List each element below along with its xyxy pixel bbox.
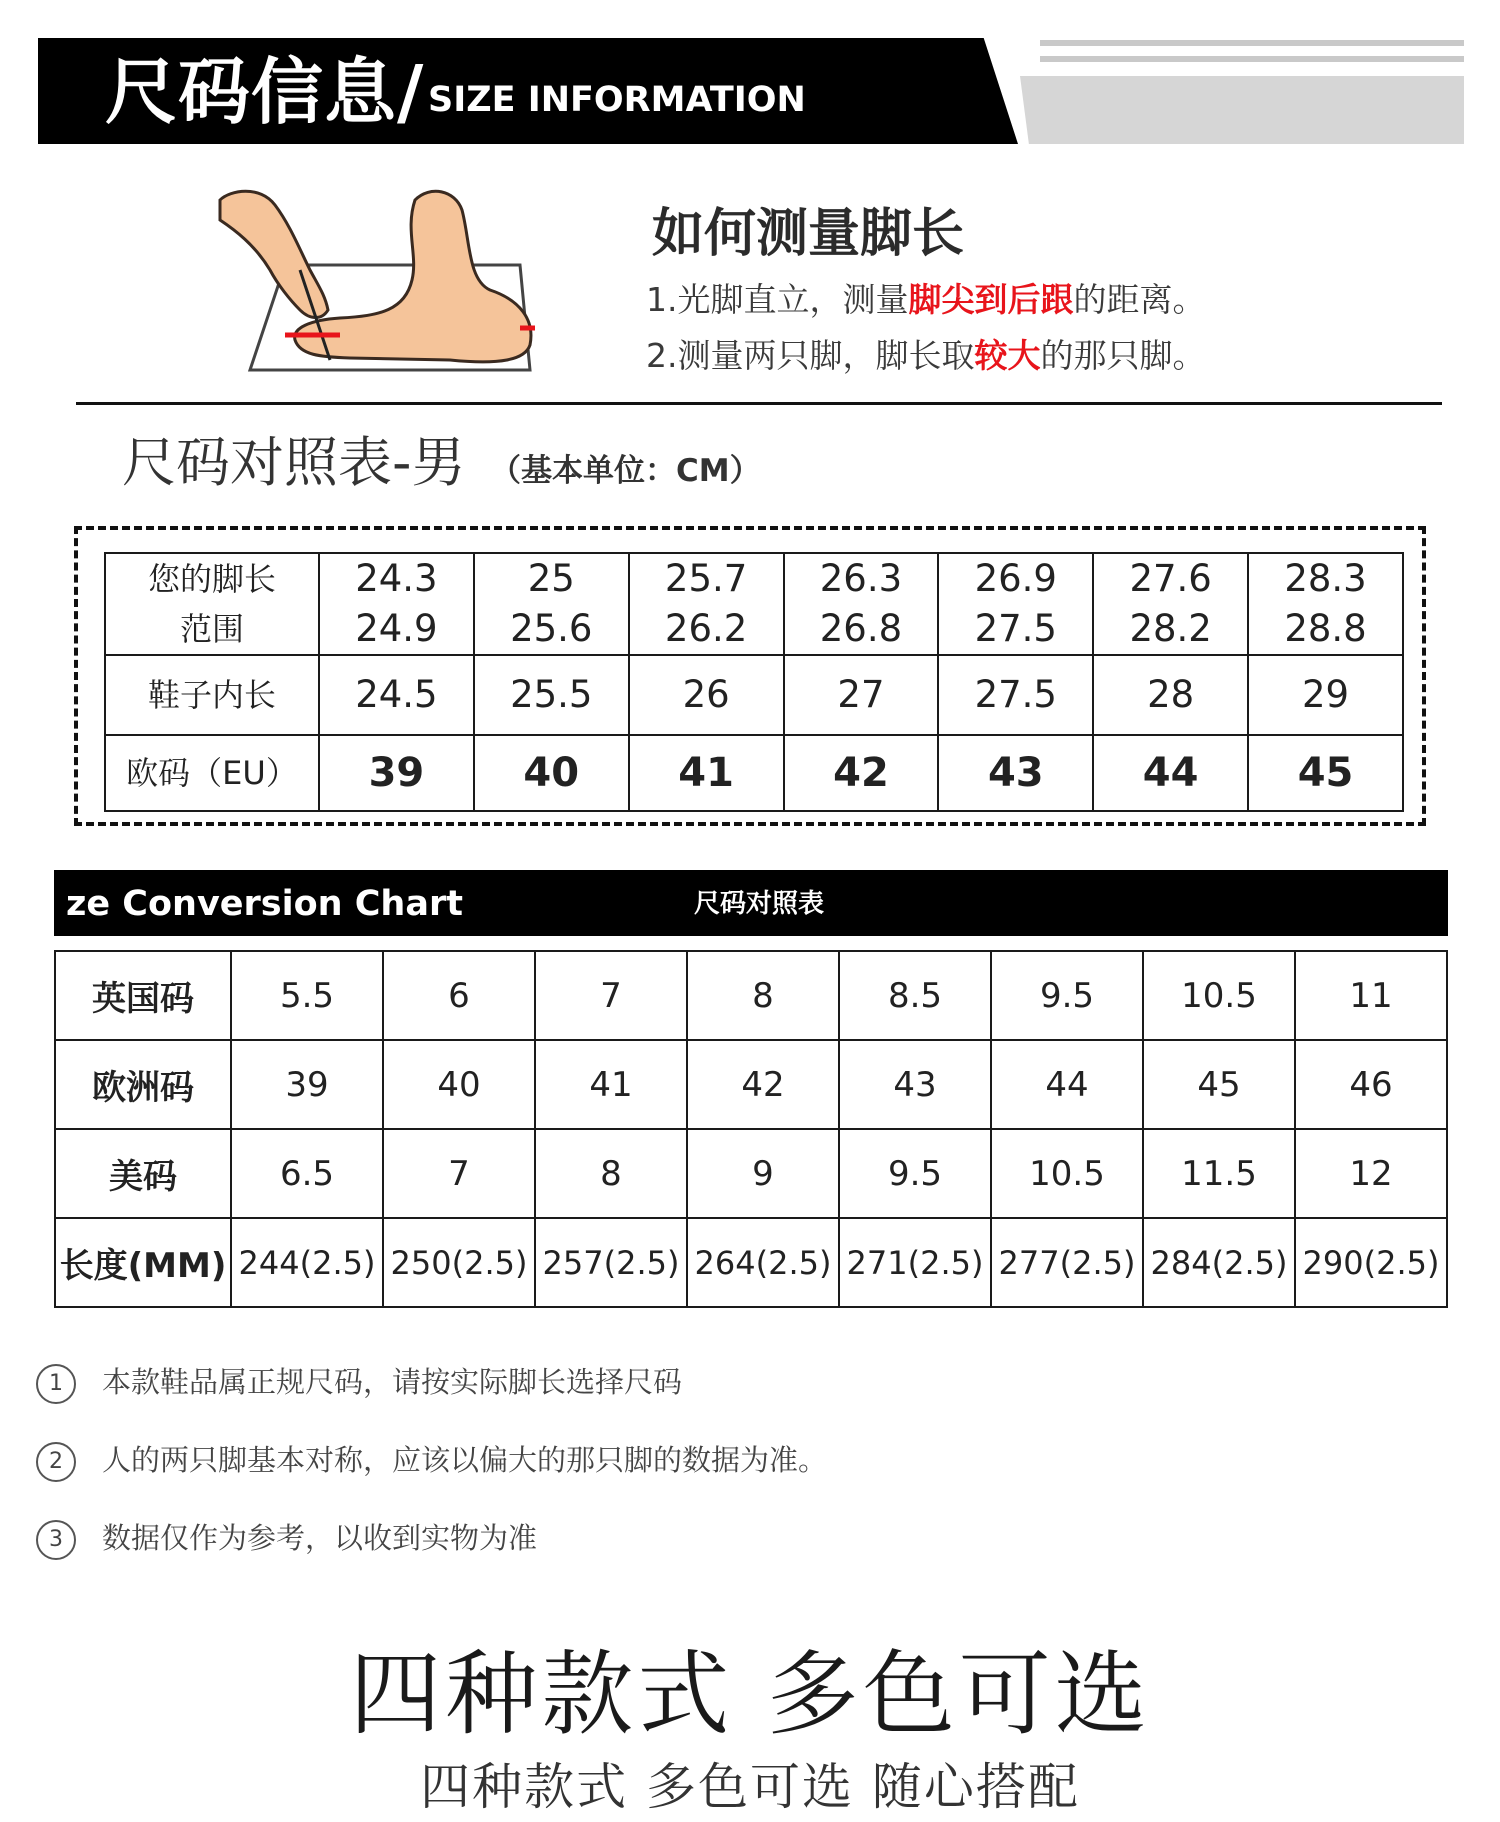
- table-cell: 290(2.5): [1295, 1218, 1447, 1307]
- row-header-eu: 欧码（EU）: [105, 735, 319, 811]
- range-to: 26.2: [664, 607, 748, 650]
- table-cell: 8.5: [839, 951, 991, 1040]
- table-cell: 264(2.5): [687, 1218, 839, 1307]
- foot-measure-illustration: [200, 160, 560, 400]
- eu-size-cell: 40: [474, 735, 629, 811]
- range-from: 25.7: [664, 557, 748, 600]
- range-from: 26.9: [974, 557, 1057, 600]
- header-title-en: SIZE INFORMATION: [428, 80, 806, 120]
- table-row: [55, 951, 1447, 1040]
- table-cell: 11.5: [1143, 1129, 1295, 1218]
- foot-range-cell: [474, 553, 629, 655]
- eu-size-cell: 39: [319, 735, 474, 811]
- header-stripe: [1040, 56, 1464, 62]
- step2-text-end: 的那只脚。: [1040, 336, 1206, 375]
- row-header-foot-range: [105, 553, 319, 655]
- eu-size-cell: 45: [1248, 735, 1403, 811]
- men-size-table: [104, 552, 1404, 812]
- table-row: [105, 553, 1403, 655]
- table-row: [55, 1218, 1447, 1307]
- table-cell: 250(2.5): [383, 1218, 535, 1307]
- eu-size-cell: 41: [629, 735, 784, 811]
- note-text: 人的两只脚基本对称，应该以偏大的那只脚的数据为准。: [102, 1443, 828, 1477]
- table-cell: 40: [383, 1040, 535, 1129]
- table-cell: 12: [1295, 1129, 1447, 1218]
- note-number: 1: [36, 1364, 76, 1404]
- range-to: 28.2: [1129, 607, 1212, 650]
- table-row: [55, 1129, 1447, 1218]
- note-text: 数据仅作为参考，以收到实物为准: [102, 1521, 538, 1555]
- row-header-uk: 英国码: [55, 951, 231, 1040]
- foot-range-cell: [938, 553, 1093, 655]
- range-to: 27.5: [974, 607, 1057, 650]
- step1-text-end: 的距离。: [1073, 280, 1206, 319]
- range-from: 27.6: [1129, 557, 1212, 600]
- row-header-line: 范围: [179, 610, 244, 648]
- step2-highlight: 较大: [974, 336, 1041, 375]
- table-cell: 9.5: [991, 951, 1143, 1040]
- foot-range-cell: [629, 553, 784, 655]
- measure-title: 如何测量脚长: [652, 204, 965, 264]
- table-row: [105, 735, 1403, 811]
- table-cell: 271(2.5): [839, 1218, 991, 1307]
- measure-step-1: [646, 278, 1206, 322]
- table-cell: 46: [1295, 1040, 1447, 1129]
- inner-length-cell: 27: [784, 655, 939, 735]
- table-cell: 5.5: [231, 951, 383, 1040]
- foot-range-cell: [319, 553, 474, 655]
- row-header-us: 美码: [55, 1129, 231, 1218]
- men-table-unit: （基本单位：CM）: [490, 453, 761, 489]
- note-item: [36, 1440, 827, 1482]
- header-title-cn: 尺码信息/: [105, 50, 425, 134]
- eu-size-cell: 43: [938, 735, 1093, 811]
- table-cell: 10.5: [1143, 951, 1295, 1040]
- step1-text: 1.光脚直立，测量: [646, 280, 909, 319]
- header-gray-block: [1020, 76, 1464, 144]
- table-cell: 45: [1143, 1040, 1295, 1129]
- row-header-inner-length: 鞋子内长: [105, 655, 319, 735]
- note-number: 3: [36, 1520, 76, 1560]
- conversion-table: [54, 950, 1448, 1308]
- range-to: 28.8: [1284, 607, 1367, 650]
- bottom-headline: 四种款式 多色可选: [349, 1641, 1151, 1748]
- header-stripe: [1040, 40, 1464, 46]
- inner-length-cell: 29: [1248, 655, 1403, 735]
- conversion-title-cn: 尺码对照表: [694, 889, 825, 919]
- table-row: [105, 655, 1403, 735]
- range-to: 25.6: [510, 607, 593, 650]
- inner-length-cell: 24.5: [319, 655, 474, 735]
- range-from: 25: [527, 557, 575, 600]
- step1-highlight: 脚尖到后跟: [908, 280, 1074, 319]
- measure-step-2: [646, 334, 1206, 378]
- table-row: [55, 1040, 1447, 1129]
- table-cell: 257(2.5): [535, 1218, 687, 1307]
- table-cell: 42: [687, 1040, 839, 1129]
- table-cell: 11: [1295, 951, 1447, 1040]
- table-cell: 244(2.5): [231, 1218, 383, 1307]
- range-to: 26.8: [819, 607, 903, 650]
- foot-range-cell: [1248, 553, 1403, 655]
- inner-length-cell: 26: [629, 655, 784, 735]
- section-divider: [76, 402, 1442, 405]
- table-cell: 43: [839, 1040, 991, 1129]
- table-cell: 39: [231, 1040, 383, 1129]
- table-cell: 7: [383, 1129, 535, 1218]
- range-from: 28.3: [1284, 557, 1367, 600]
- range-to: 24.9: [355, 607, 438, 650]
- row-header-eu: 欧洲码: [55, 1040, 231, 1129]
- foot-range-cell: [784, 553, 939, 655]
- note-text: 本款鞋品属正规尺码，请按实际脚长选择尺码: [102, 1365, 683, 1399]
- note-item: [36, 1518, 537, 1560]
- table-cell: 10.5: [991, 1129, 1143, 1218]
- table-cell: 8: [687, 951, 839, 1040]
- table-cell: 8: [535, 1129, 687, 1218]
- inner-length-cell: 28: [1093, 655, 1248, 735]
- step2-text: 2.测量两只脚，脚长取: [646, 336, 975, 375]
- table-cell: 41: [535, 1040, 687, 1129]
- eu-size-cell: 44: [1093, 735, 1248, 811]
- men-table-title: 尺码对照表-男: [122, 431, 466, 494]
- table-cell: 284(2.5): [1143, 1218, 1295, 1307]
- inner-length-cell: 27.5: [938, 655, 1093, 735]
- range-from: 26.3: [819, 557, 903, 600]
- eu-size-cell: 42: [784, 735, 939, 811]
- row-header-line: 您的脚长: [147, 560, 276, 598]
- table-cell: 6.5: [231, 1129, 383, 1218]
- table-cell: 9.5: [839, 1129, 991, 1218]
- note-number: 2: [36, 1442, 76, 1482]
- bottom-subheadline: 四种款式 多色可选 随心搭配: [420, 1758, 1080, 1816]
- row-header-length: 长度(MM): [55, 1218, 231, 1307]
- table-cell: 277(2.5): [991, 1218, 1143, 1307]
- range-from: 24.3: [355, 557, 438, 600]
- foot-range-cell: [1093, 553, 1248, 655]
- table-cell: 44: [991, 1040, 1143, 1129]
- table-cell: 9: [687, 1129, 839, 1218]
- table-cell: 6: [383, 951, 535, 1040]
- inner-length-cell: 25.5: [474, 655, 629, 735]
- table-cell: 7: [535, 951, 687, 1040]
- note-item: [36, 1362, 682, 1404]
- conversion-title-en: ze Conversion Chart: [66, 884, 463, 924]
